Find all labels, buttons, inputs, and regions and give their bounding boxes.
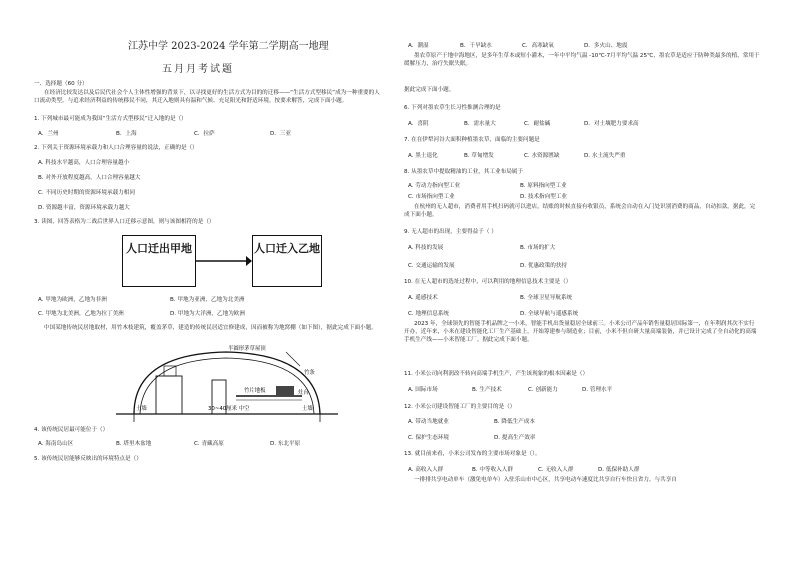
q5-option-b[interactable]: B．干旱缺水 (460, 43, 492, 49)
right-wall-label: 土墙 (302, 406, 313, 412)
q7-option-b[interactable]: B. 草甸增发 (464, 153, 494, 159)
floor-label: 竹片地板 (244, 388, 266, 394)
q13-option-d[interactable]: D. 低保补助人群 (598, 467, 640, 473)
q3-option-c[interactable]: C. 甲地为北美洲，乙地为拉丁美洲 (38, 311, 124, 317)
q12-option-a[interactable]: A. 带动当地就业 (408, 419, 449, 425)
question-5-stem: 5. 该传统民居能够反映出的环境特点是（） (34, 456, 142, 462)
q13-option-a[interactable]: A. 高收入人群 (408, 467, 444, 473)
question-3-stem: 3. 读图，回答表格为二战后世界人口迁移示意图，则与该图相符的是（） (34, 219, 215, 225)
bamboo-label: 竹条 (304, 370, 315, 376)
exam-subtitle: 五月月考试题 (162, 64, 234, 75)
intro-passage-6: 一排排共享电动单车（激免电单车）入驻乐山市中心区，共享电动车速度比共享自行车快且省力，与共享自 (414, 477, 677, 483)
q13-option-b[interactable]: B. 中等收入人群 (472, 467, 513, 473)
depth-label: 30~40厘米 中空 (208, 406, 250, 412)
intro-passage-1: 在经济比较发达以及后民代社会个人主体性增强的背景下，以寻找更好的生活方式为目的的迁移——“生活方式型移民”成为一种重要的人口流动类型。与追求经济利益的传统移民不同，其迁入地则具有温和气候、充足阳光和舒适环境。按要求解答，完成下面小题。 (34, 90, 380, 105)
question-13-stem: 13. 就目前来看，小米公司发布的主要市场对象是（）。 (404, 451, 541, 457)
stove-label: 灶台 (298, 390, 309, 396)
q10-option-b[interactable]: B. 全球卫星导航系统 (520, 295, 573, 301)
q9-option-d[interactable]: D. 优惠政策的扶持 (520, 263, 568, 269)
q1-option-d[interactable]: D．三亚 (270, 131, 292, 137)
q1-option-a[interactable]: A．兰州 (38, 131, 59, 137)
q3-option-d[interactable]: D. 甲地为大洋洲，乙地为欧洲 (170, 311, 245, 317)
question-1-stem: 1. 下列城市最可能成为我国“生活方式型移民”迁入地的是（） (34, 116, 187, 122)
q2-option-b[interactable]: B. 对外开放程度越高，人口合理容量越大 (38, 175, 141, 181)
q4-option-a[interactable]: A. 海南岛山区 (38, 441, 74, 447)
q7-option-a[interactable]: A. 黑土退化 (408, 153, 438, 159)
question-12-stem: 12. 小米公司建设智能工厂的主要目的是（） (404, 404, 516, 410)
q11-option-b[interactable]: B. 生产技术 (472, 387, 502, 393)
q6-option-d[interactable]: D．对土壤肥力要求高 (584, 121, 639, 127)
question-9-stem: 9. 无人超市的出现，主要得益于（ ） (404, 229, 497, 235)
migration-diagram (122, 235, 322, 287)
q2-option-d[interactable]: D. 资源越丰富，资源环境承载力越大 (38, 205, 130, 211)
q11-option-c[interactable]: C. 创新能力 (528, 387, 558, 393)
intro-passage-4: 在杭州的无人超市，消费者用手机扫码就可以进店，结账的时候直接有收银员，系统会自动在入门处识别消费的商品，自动扣款。据此，完成下面小题。 (404, 204, 756, 219)
q5-option-c[interactable]: C．高寒缺氧 (522, 43, 554, 49)
left-wall-label: 土墙 (136, 406, 147, 412)
q6-option-a[interactable]: A．喜阴 (408, 121, 429, 127)
question-4-stem: 4. 该传统民居最可能位于（） (34, 427, 109, 433)
q8-option-a[interactable]: A. 劳动力指向型工业 (408, 183, 461, 189)
question-10-stem: 10. 在无人超市的选址过程中，可以利用的地理信息技术主要是（） (404, 279, 572, 285)
q11-option-d[interactable]: D. 管理水平 (582, 387, 613, 393)
q12-option-d[interactable]: D. 提高生产效率 (494, 435, 536, 441)
q10-option-a[interactable]: A. 遥感技术 (408, 295, 438, 301)
q4-option-c[interactable]: C. 青藏高原 (194, 441, 224, 447)
q4-option-d[interactable]: D. 东北平原 (270, 441, 301, 447)
q6-option-b[interactable]: B．需水量大 (464, 121, 496, 127)
question-2-stem: 2. 下列关于资源环境承载力和人口合理容量的说法，正确的是（） (34, 145, 198, 151)
migration-arrow (196, 235, 252, 287)
q10-option-c[interactable]: C. 地理信息系统 (408, 311, 450, 317)
q3-option-a[interactable]: A. 甲地为欧洲，乙地为非洲 (38, 297, 107, 303)
intro-passage-2: 中国某地传统民居地取材，用竹木枝建筑，覆盖茅草，建造的传统民居适宜修建成，因而被称为地窝棚（如下图），据此完成下面小题。 (44, 325, 377, 331)
q1-option-c[interactable]: C．拉萨 (194, 131, 215, 137)
q6-option-c[interactable]: C．耐盐碱 (524, 121, 551, 127)
q12-option-b[interactable]: B. 降低生产成本 (494, 419, 535, 425)
section-heading: 一、选择题（60 分） (34, 81, 88, 87)
intro-passage-3: 墨农草原产于地中海地区，是多年生草本或短小灌木，一年中平均气温 -10℃-7月平均气温 25℃，墨农草是适应于防种类最多的植，常用于缓解压力，治疗失眠失眠。 (404, 53, 760, 68)
q10-option-d[interactable]: D. 全球导航与遥感系统 (520, 311, 579, 317)
q9-option-c[interactable]: C. 交通运输的发展 (408, 263, 455, 269)
intro-passage-3-end: 据此完成下面小题。 (404, 87, 455, 93)
q2-option-c[interactable]: C. 不同历史时期的资源环境承载力相同 (38, 190, 135, 196)
q7-option-d[interactable]: D. 水土流失严重 (584, 153, 626, 159)
q1-option-b[interactable]: B．上海 (116, 131, 137, 137)
question-6-stem: 6. 下列对墨农草生长习性推测合理的是 (404, 105, 501, 111)
q13-option-c[interactable]: C. 无收入人群 (538, 467, 574, 473)
q3-option-b[interactable]: B. 甲地为亚洲，乙地为北美洲 (170, 297, 245, 303)
roof-label: 半圆形茅草屋顶 (228, 346, 266, 352)
q8-option-c[interactable]: C. 市场指向型工业 (408, 194, 455, 200)
question-11-stem: 11. 小米公司向利润改不转向高端手机生产，产生该现象的根本因素是（） (404, 371, 589, 377)
exam-title: 江苏中学 2023-2024 学年第二学期高一地理 (128, 41, 329, 52)
q2-option-a[interactable]: A. 科技水平越高，人口合理容量越小 (38, 160, 130, 166)
q5-option-d[interactable]: D．多火山、地震 (584, 43, 628, 49)
q8-option-d[interactable]: D. 技术指向型工业 (520, 194, 568, 200)
q7-option-c[interactable]: C. 水资源匮缺 (524, 153, 560, 159)
dwelling-cross-section-diagram (116, 344, 346, 424)
q11-option-a[interactable]: A. 国际市场 (408, 387, 438, 393)
q9-option-b[interactable]: B. 市场的扩大 (520, 245, 556, 251)
q9-option-a[interactable]: A. 科技的发展 (408, 245, 444, 251)
emigration-box: 人口迁出甲地 (122, 235, 196, 287)
q8-option-b[interactable]: B. 原料指向型工业 (520, 183, 567, 189)
immigration-box: 人口迁入乙地 (252, 235, 322, 287)
q4-option-b[interactable]: B. 塔里木盆地 (116, 441, 152, 447)
question-8-stem: 8. 从墨农草中提取精油的工业，其工业布局属于 (404, 169, 523, 175)
q5-option-a[interactable]: A．潮湿 (408, 43, 429, 49)
question-7-stem: 7. 在在伊犁河谷大面积种植墨农草，面临的主要问题是 (404, 137, 540, 143)
intro-passage-5: 2023 年，全球领先的智能手机品牌之一小米，智能手机出货量稳居全球前三。小米公司产品年销售量稳居国际第一，在年利润其次不实行开办，近年来，小米在建设智能化工厂生产基础上，开始筹建参与制造业；目前，小米不但自研大量高端装备，并已设计完成了全自动化的高端手机生产线——小米智能工厂。据此完成下面小题。 (404, 321, 757, 344)
q12-option-c[interactable]: C. 保护生态环境 (408, 435, 450, 441)
